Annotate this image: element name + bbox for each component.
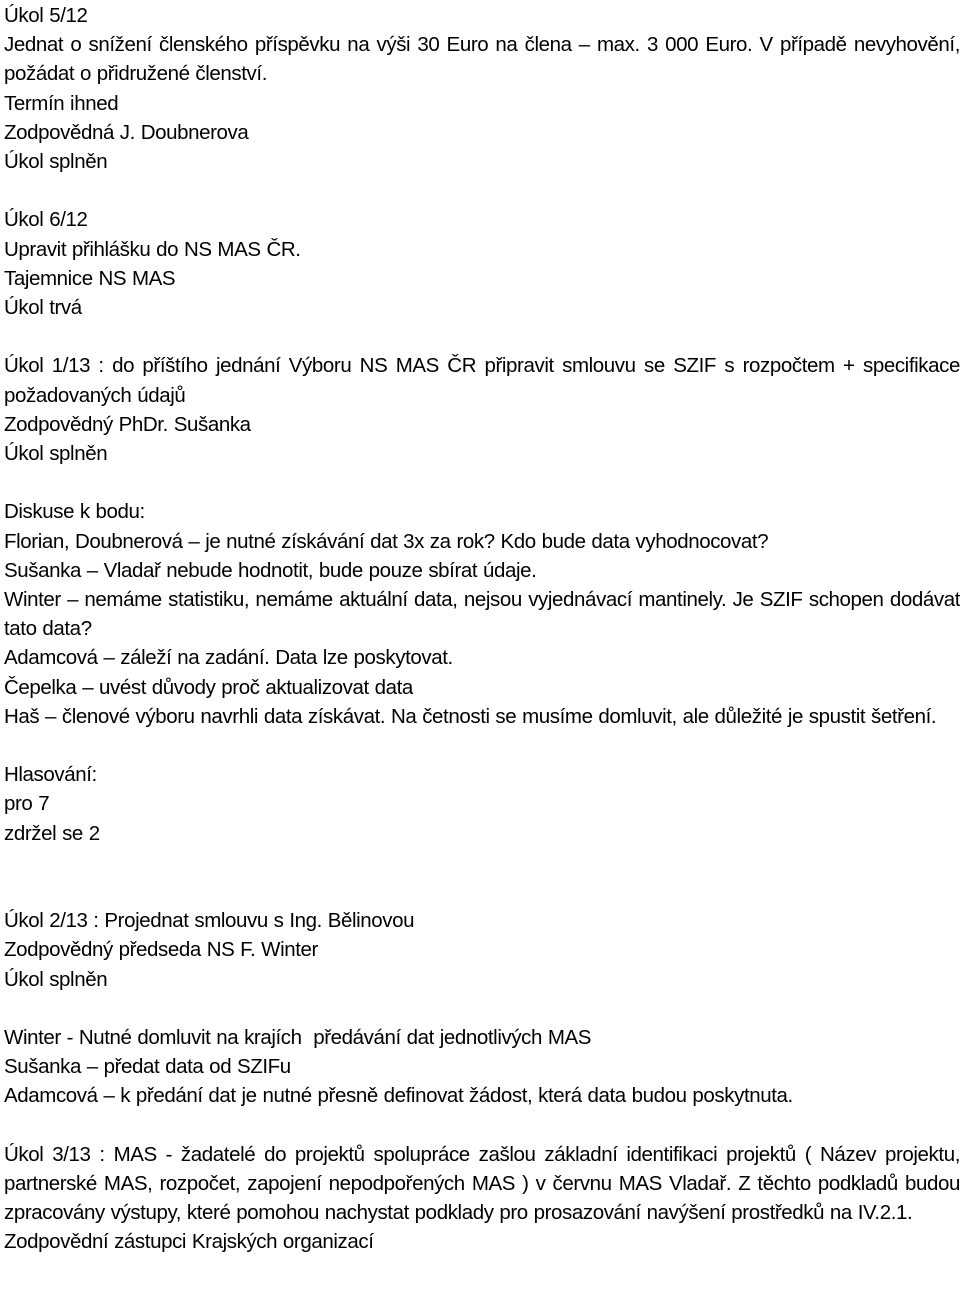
task-3-13-responsible: Zodpovědní zástupci Krajských organizací <box>4 1230 374 1254</box>
discussion-line: Haš – členové výboru navrhli data získávat. Na četnosti se musíme domluvit, ale důležité je spustit šetření. <box>4 704 937 728</box>
task-1-13-status: Úkol splněn <box>4 442 108 466</box>
task-5-12-title: Úkol 5/12 <box>4 4 88 27</box>
task-5-12-text: Jednat o snížení členského příspěvku na výši 30 Euro na člena – max. 3 000 Euro. V případě nevyhovění, požádat o přidružené členství. <box>4 33 960 86</box>
task-5-12-status: Úkol splněn <box>4 150 108 174</box>
task-1-13-text: Úkol 1/13 : do příštího jednání Výboru NS MAS ČR připravit smlouvu se SZIF s rozpočtem + specifikace požadovaných údajů <box>4 354 960 407</box>
task-1-13-responsible: Zodpovědný PhDr. Sušanka <box>4 412 251 436</box>
voting-abstained: zdržel se 2 <box>4 821 100 845</box>
task-2-13-note: Adamcová – k předání dat je nutné přesně definovat žádost, která data budou poskytnuta. <box>4 1084 793 1108</box>
task-2-13-responsible: Zodpovědný předseda NS F. Winter <box>4 938 318 962</box>
task-6-12-responsible: Tajemnice NS MAS <box>4 266 176 290</box>
task-5-12-deadline: Termín ihned <box>4 91 119 115</box>
discussion-line: Sušanka – Vladař nebude hodnotit, bude pouze sbírat údaje. <box>4 558 537 582</box>
discussion-line: Adamcová – záleží na zadání. Data lze poskytovat. <box>4 646 453 670</box>
task-2-13-text: Úkol 2/13 : Projednat smlouvu s Ing. Bělinovou <box>4 909 415 933</box>
task-6-12-title: Úkol 6/12 <box>4 208 88 232</box>
discussion-line: Florian, Doubnerová – je nutné získávání dat 3x za rok? Kdo bude data vyhodnocovat? <box>4 529 769 553</box>
task-6-12-text: Upravit přihlášku do NS MAS ČR. <box>4 237 301 261</box>
discussion-heading: Diskuse k bodu: <box>4 500 145 524</box>
task-3-13-text: Úkol 3/13 : MAS - žadatelé do projektů spolupráce zašlou základní identifikaci projektů ( Název projektu, partnerské MAS, rozpočet, zapojení nepodpořených MAS ) v červnu MAS Vladař. Z těchto podkladů budou zpracovány výstupy, které pomohou nachystat podklady pro prosazování navýšení prostředků na IV.2.1. <box>4 1142 960 1225</box>
task-2-13-note: Winter - Nutné domluvit na krajích předávání dat jednotlivých MAS <box>4 1026 592 1050</box>
task-6-12-status: Úkol trvá <box>4 296 82 320</box>
task-2-13-note: Sušanka – předat data od SZIFu <box>4 1055 291 1079</box>
task-2-13-status: Úkol splněn <box>4 967 108 991</box>
voting-heading: Hlasování: <box>4 763 97 787</box>
voting-for: pro 7 <box>4 792 50 816</box>
discussion-line: Winter – nemáme statistiku, nemáme aktuální data, nejsou vyjednávací mantinely. Je SZIF schopen dodávat tato data? <box>4 588 960 641</box>
task-5-12-responsible: Zodpovědná J. Doubnerova <box>4 120 249 144</box>
discussion-line: Čepelka – uvést důvody proč aktualizovat data <box>4 675 413 699</box>
